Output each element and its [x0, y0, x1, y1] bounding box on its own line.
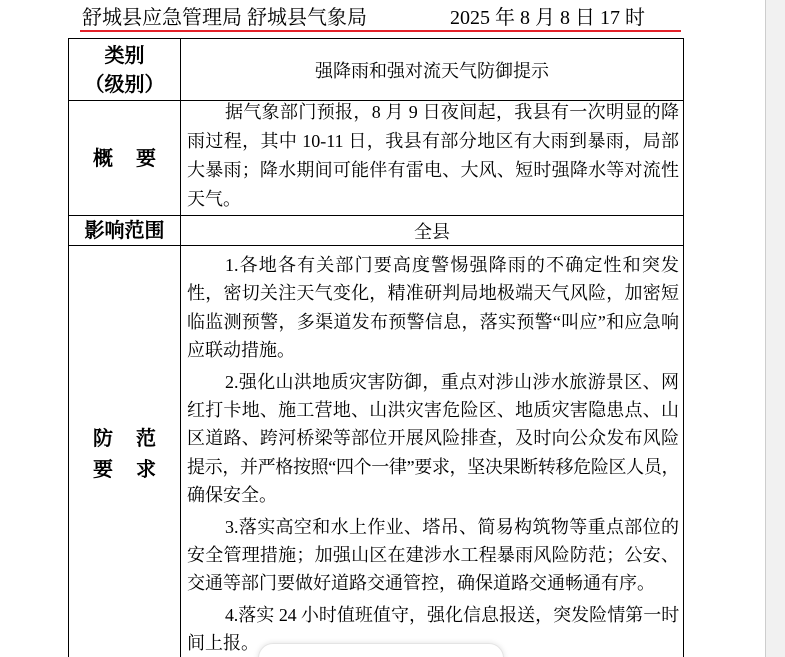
issue-time: 2025 年 8 月 8 日 17 时	[450, 7, 645, 29]
header-red-rule	[80, 30, 681, 32]
requirement-line: 间上报。	[187, 633, 259, 654]
category-label: 类别	[104, 42, 145, 67]
requirement-line: 红打卡地、施工营地、山洪灾害危险区、地质灾害隐患点、山	[187, 400, 679, 421]
requirement-line: 提示，并严格按照“四个一律”要求，坚决果断转移危险区人员，	[187, 456, 679, 477]
requirements-label-line: 防 范	[93, 425, 156, 450]
requirement-line: 2.强化山洪地质灾害防御，重点对涉山涉水旅游景区、网	[225, 371, 679, 392]
category-label-cell	[69, 39, 180, 100]
category-level-label: （级别）	[84, 71, 165, 96]
requirements-text-cell	[181, 246, 683, 657]
category-value-cell	[181, 39, 683, 100]
warning-table	[68, 38, 684, 657]
floating-toolbar[interactable]	[258, 643, 504, 657]
requirement-line: 确保安全。	[187, 485, 277, 506]
requirements-list	[187, 246, 679, 657]
scope-label-cell	[69, 216, 180, 245]
requirement-line: 4.落实 24 小时值班值守，强化信息报送，突发险情第一时	[225, 604, 679, 625]
requirement-item-3	[187, 513, 679, 598]
scope-value-cell	[181, 216, 683, 245]
requirements-label-cell	[69, 246, 180, 657]
summary-label: 概 要	[93, 145, 156, 170]
issuing-agencies: 舒城县应急管理局 舒城县气象局	[82, 7, 367, 29]
scope-value: 全县	[414, 221, 450, 242]
category-value: 强降雨和强对流天气防御提示	[315, 60, 549, 81]
requirements-label-line: 要 求	[93, 456, 156, 481]
summary-line: 雨过程，其中 10-11 日，我县有部分地区有大雨到暴雨，局部	[187, 131, 679, 151]
scope-label: 影响范围	[84, 218, 165, 242]
summary-line: 据气象部门预报，8 月 9 日夜间起，我县有一次明显的降	[225, 102, 679, 122]
requirement-line: 临监测预警，多渠道发布预警信息，落实预警“叫应”和应急响	[187, 311, 679, 332]
requirement-line: 交通等部门要做好道路交通管控，确保道路交通畅通有序。	[187, 573, 655, 594]
requirement-item-2	[187, 368, 679, 510]
summary-paragraph	[187, 101, 679, 214]
summary-label-cell	[69, 101, 180, 215]
summary-line: 天气。	[187, 189, 241, 209]
requirement-line: 3.落实高空和水上作业、塔吊、简易构筑物等重点部位的	[225, 516, 679, 537]
viewer-scroll-gutter[interactable]	[765, 0, 785, 657]
requirement-line: 性，密切关注天气变化，精准研判局地极端天气风险，加密短	[187, 283, 679, 304]
summary-text-cell	[181, 101, 683, 215]
requirement-line: 安全管理措施；加强山区在建涉水工程暴雨风险防范；公安、	[187, 545, 679, 566]
requirement-line: 应联动措施。	[187, 340, 295, 361]
requirement-line: 1.各地各有关部门要高度警惕强降雨的不确定性和突发	[225, 255, 679, 275]
requirement-line: 区道路、跨河桥梁等部位开展风险排查，及时向公众发布风险	[187, 428, 679, 449]
summary-line: 大暴雨；降水期间可能伴有雷电、大风、短时强降水等对流性	[187, 160, 679, 180]
requirement-item-1	[187, 251, 679, 365]
